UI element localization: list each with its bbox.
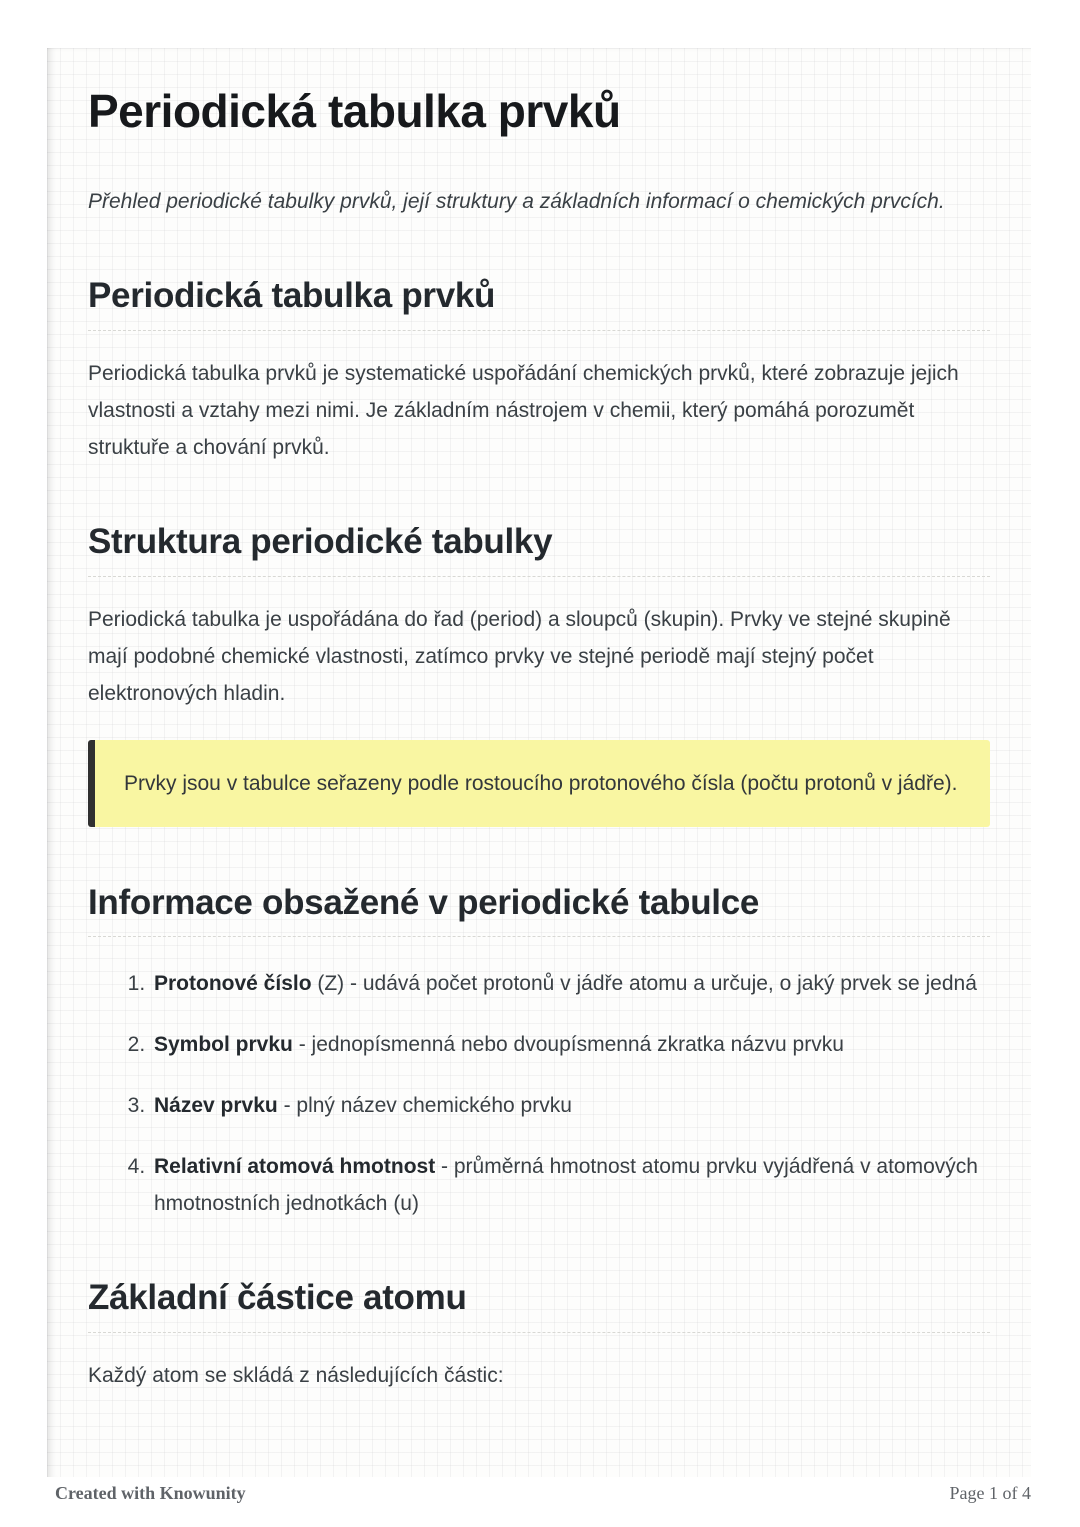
section-paragraph: Periodická tabulka prvků je systematické uspořádání chemických prvků, které zobrazuje jejich vlastnosti a vztahy mezi nimi. Je základním nástrojem v chemii, který pomáhá porozumět struktuře a chování prvků. xyxy=(88,361,959,459)
section-heading-informace: Informace obsažené v periodické tabulce xyxy=(88,881,990,938)
footer-page-number: Page 1 of 4 xyxy=(949,1483,1031,1503)
list-item xyxy=(151,965,990,1002)
callout-text: Prvky jsou v tabulce seřazeny podle rostoucího protonového čísla (počtu protonů v jádře). xyxy=(124,771,958,795)
list-item-term: Symbol prvku xyxy=(154,1033,293,1057)
page-card xyxy=(47,48,1031,1477)
page-subtitle: Přehled periodické tabulky prvků, její struktury a základních informací o chemických prvcích. xyxy=(88,190,945,214)
list-item xyxy=(151,1087,990,1124)
section-heading-zakladni-castice: Základní částice atomu xyxy=(88,1276,990,1333)
list-item xyxy=(151,1148,990,1222)
highlight-callout xyxy=(88,740,990,827)
list-item-term: Název prvku xyxy=(154,1094,278,1118)
page-title: Periodická tabulka prvků xyxy=(88,85,621,137)
info-ordered-list xyxy=(88,965,990,1222)
section-heading-periodicka-tabulka: Periodická tabulka prvků xyxy=(88,274,990,331)
list-item-text: - jednopísmenná nebo dvoupísmenná zkratka názvu prvku xyxy=(292,1033,844,1057)
list-item-term: Protonové číslo xyxy=(154,972,312,996)
section-paragraph: Periodická tabulka je uspořádána do řad (period) a sloupců (skupin). Prvky ve stejné skupině mají podobné chemické vlastnosti, zatímco prvky ve stejné periodě mají stejný počet elektronových hladin. xyxy=(88,607,951,705)
footer-created-with: Created with Knowunity xyxy=(55,1483,246,1503)
list-item-text: - plný název chemického prvku xyxy=(277,1094,572,1118)
list-item-text: - průměrná hmotnost atomu prvku vyjádřená v atomových hmotnostních jednotkách (u) xyxy=(154,1155,978,1216)
list-item-text: (Z) - udává počet protonů v jádře atomu a určuje, o jaký prvek se jedná xyxy=(311,972,977,996)
page-footer xyxy=(47,1483,1031,1504)
section-heading-struktura: Struktura periodické tabulky xyxy=(88,520,990,577)
section-paragraph: Každý atom se skládá z následujících částic: xyxy=(88,1364,504,1388)
list-item xyxy=(151,1026,990,1063)
list-item-term: Relativní atomová hmotnost xyxy=(154,1155,436,1179)
